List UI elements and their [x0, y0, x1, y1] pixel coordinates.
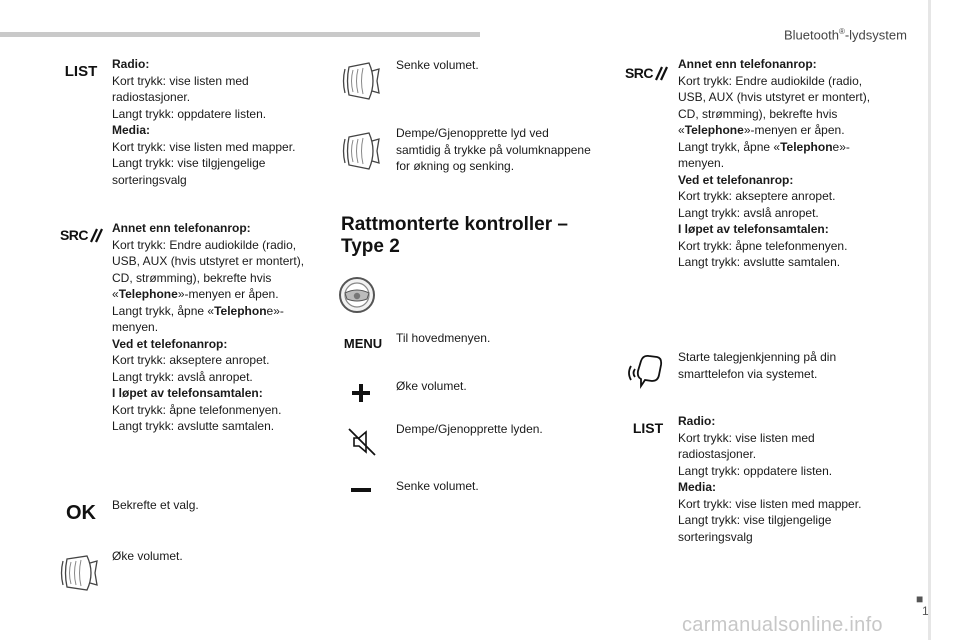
- src-phone-button-icon-right: [622, 62, 672, 84]
- registered-mark: ®: [838, 27, 845, 36]
- middle-menu-description: Til hovedmenyen.: [396, 331, 491, 345]
- menu-button-icon: MENU: [343, 335, 383, 351]
- text-line: sorteringsvalg: [678, 529, 753, 544]
- text-line: samtidig å trykke på volumknappene: [396, 142, 591, 157]
- slash-icon: [653, 65, 669, 81]
- text-line: for økning og senking.: [396, 159, 515, 173]
- text-line: Dempe/Gjenopprette lyd ved: [396, 126, 549, 140]
- media-heading: Media:: [112, 123, 151, 137]
- src-label: SRC: [59, 227, 89, 243]
- section-title-line: Type 2: [341, 236, 400, 257]
- middle-plus-description: Øke volumet.: [396, 379, 467, 393]
- text-line: Langt trykk: vise tilgjengelige: [678, 513, 832, 527]
- text-line: Kort trykk: åpne telefonmenyen.: [112, 402, 282, 417]
- text-line: Starte talegjenkjenning på din: [678, 350, 837, 364]
- text-line: USB, AUX (hvis utstyret er montert),: [678, 90, 871, 104]
- text-line: Kort trykk: vise listen med mapper.: [678, 496, 862, 511]
- radio-heading: Radio:: [112, 57, 150, 71]
- text-part: »-menyen er åpen.: [177, 287, 279, 301]
- page-number: 1: [922, 604, 929, 618]
- text-line: Kort trykk: vise listen med: [112, 73, 249, 88]
- text-line: Kort trykk: vise listen med mapper.: [112, 139, 296, 154]
- text-line: sorteringsvalg: [112, 172, 187, 187]
- left-src-description: [112, 220, 304, 435]
- radio-heading: Radio:: [678, 414, 716, 428]
- text-line: Kort trykk: Endre audiokilde (radio,: [678, 73, 863, 88]
- header-rule: [0, 32, 480, 37]
- header-title-text: Bluetooth: [784, 27, 839, 43]
- text-line: menyen.: [112, 320, 159, 334]
- text-heading: I løpet av telefonsamtalen:: [678, 222, 829, 236]
- list-button-icon: LIST: [64, 62, 98, 80]
- text-line: radiostasjoner.: [112, 90, 191, 104]
- media-heading: Media:: [678, 480, 717, 494]
- watermark: carmanualsonline.info: [682, 614, 883, 636]
- header-title-suffix: -lydsystem: [844, 27, 907, 43]
- side-rule: [928, 0, 931, 640]
- text-part: Langt trykk, åpne «: [678, 139, 781, 154]
- text-line: Langt trykk: oppdatere listen.: [112, 106, 267, 121]
- text-line: menyen.: [678, 156, 725, 170]
- steering-wheel-icon: [336, 274, 378, 316]
- text-line: Langt trykk: avslå anropet.: [112, 369, 253, 384]
- text-bold: Telephone: [118, 287, 178, 301]
- text-heading: Ved et telefonanrop:: [112, 336, 228, 351]
- text-line: Kort trykk: akseptere anropet.: [112, 353, 270, 367]
- list-button-icon-right: LIST: [632, 420, 664, 436]
- section-title: [341, 214, 568, 258]
- text-line: Langt trykk: avslutte samtalen.: [678, 255, 841, 269]
- text-line: CD, strømming), bekrefte hvis: [112, 270, 272, 285]
- text-line: Kort trykk: Endre audiokilde (radio,: [112, 237, 297, 252]
- text-line: Kort trykk: åpne telefonmenyen.: [678, 238, 848, 253]
- right-voice-description: [678, 349, 836, 382]
- src-label: SRC: [624, 65, 654, 81]
- text-heading: Ved et telefonanrop:: [678, 172, 794, 187]
- right-src-description: [678, 56, 870, 271]
- left-volume-up-description: Øke volumet.: [112, 549, 183, 563]
- text-part: »-menyen er åpen.: [743, 123, 845, 137]
- right-radio-media-description: [678, 413, 861, 545]
- text-part: Langt trykk, åpne «: [112, 303, 215, 318]
- text-line: Langt trykk: avslå anropet.: [678, 205, 819, 220]
- middle-mute2-description: Dempe/Gjenopprette lyden.: [396, 422, 543, 436]
- plus-icon: [346, 378, 376, 408]
- page-header-title: [784, 27, 907, 42]
- left-ok-description: Bekrefte et valg.: [112, 498, 199, 512]
- voice-command-icon: [626, 352, 666, 390]
- slash-icon: [88, 227, 104, 243]
- mute-speaker-icon: [344, 424, 380, 460]
- text-line: Kort trykk: vise listen med: [678, 430, 815, 445]
- text-line: Kort trykk: akseptere anropet.: [678, 189, 836, 203]
- volume-thumbwheel-mute-icon: [338, 128, 384, 174]
- text-bold: Telephone: [684, 123, 744, 137]
- middle-volume-down-description: Senke volumet.: [396, 58, 479, 72]
- text-line: smarttelefon via systemet.: [678, 366, 818, 381]
- text-heading: I løpet av telefonsamtalen:: [112, 386, 263, 400]
- text-bold: Telephon: [214, 303, 267, 318]
- text-heading: Annet enn telefonanrop:: [112, 221, 251, 235]
- text-part: «: [678, 123, 685, 137]
- text-part: e»-: [266, 303, 284, 318]
- text-line: USB, AUX (hvis utstyret er montert),: [112, 254, 305, 268]
- volume-thumbwheel-up-icon: [56, 552, 102, 594]
- src-phone-button-icon: [58, 224, 106, 246]
- text-line: radiostasjoner.: [678, 447, 757, 461]
- ok-button-icon: OK: [66, 501, 96, 524]
- minus-icon: [346, 480, 376, 500]
- text-bold: Telephon: [780, 139, 833, 154]
- text-part: «: [112, 287, 119, 301]
- text-line: Langt trykk: oppdatere listen.: [678, 463, 833, 478]
- text-heading: Annet enn telefonanrop:: [678, 57, 817, 71]
- section-title-line: Rattmonterte kontroller –: [341, 214, 568, 235]
- page-marker: ■: [916, 592, 924, 606]
- text-line: CD, strømming), bekrefte hvis: [678, 106, 838, 121]
- middle-minus-description: Senke volumet.: [396, 479, 479, 493]
- left-radio-media-description: [112, 56, 295, 188]
- text-line: Langt trykk: avslutte samtalen.: [112, 419, 275, 433]
- text-line: Langt trykk: vise tilgjengelige: [112, 156, 266, 170]
- middle-mute-description: [396, 125, 591, 175]
- text-part: e»-: [832, 139, 850, 154]
- volume-thumbwheel-down-icon: [338, 58, 384, 104]
